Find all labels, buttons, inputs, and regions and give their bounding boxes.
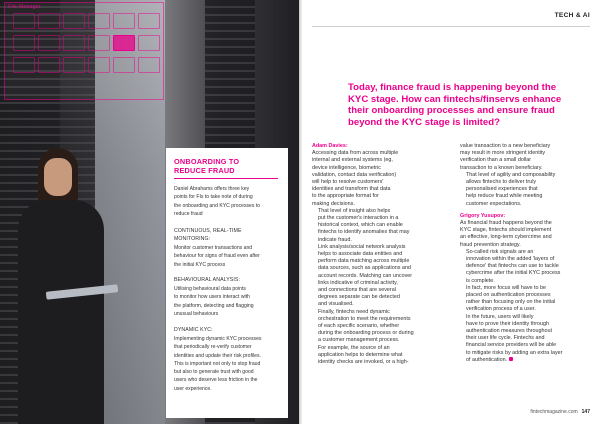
folder-icon: [38, 57, 60, 73]
text-line: device intelligence, biometric: [312, 164, 381, 171]
point-body: [174, 285, 282, 318]
paragraph: [312, 309, 440, 345]
text-line: users who deserve less friction in the: [174, 377, 258, 384]
text-line: historical context, which can enable: [318, 222, 403, 229]
text-line: Daniel Abrahams offers three key: [174, 186, 250, 192]
text-line: the onboarding and KYC processes to: [174, 202, 261, 209]
text-line: Finally, fintechs need dynamic: [318, 308, 390, 315]
text-line: [460, 357, 588, 364]
text-line: So-called risk signals are an: [466, 248, 534, 255]
sidebar-intro: [174, 185, 282, 218]
question-line: Today, finance fraud is happening beyond the: [348, 82, 557, 93]
text-line: financial service providers will be able: [466, 342, 557, 349]
text-line: is complete.: [466, 277, 495, 284]
folder-icon: [13, 57, 35, 73]
point-heading: [174, 227, 282, 244]
text-line: their user life cycle. Fintechs and: [466, 335, 545, 342]
text-line: application helps to determine what: [318, 351, 403, 358]
text-line: cybercrime after the initial KYC process: [466, 270, 561, 277]
text-line: innovation within the added 'layers of: [466, 256, 555, 263]
text-line: That level of insight also helps: [318, 207, 391, 214]
text-line: will help to resolve customers': [312, 179, 384, 186]
paragraph: [460, 213, 588, 249]
folder-icon: [138, 13, 160, 29]
folder-icon: [113, 57, 135, 73]
paragraph: [312, 208, 440, 244]
text-line: identity checks are invoked, or a high-: [318, 359, 409, 366]
text-line: unusual behaviours: [174, 310, 219, 317]
text-line: help reduce fraud while meeting: [466, 193, 543, 200]
text-line: to mitigate risks by adding an extra layer: [466, 349, 563, 356]
text-line: data sources, such as applications and: [318, 265, 411, 272]
paragraph: [460, 314, 588, 364]
text-line: have to prove their identity through: [466, 320, 550, 327]
point-body: [174, 244, 282, 269]
text-line: validation, contact data verification): [312, 171, 397, 178]
page-number: 147: [581, 409, 590, 415]
overlay-panel-title: File Manager: [8, 4, 41, 10]
text-line: In the future, users will likely: [466, 313, 534, 320]
text-line: fintechs to identify anomalies that may: [318, 229, 410, 236]
text-line: personalised experiences that: [466, 186, 538, 193]
speaker-name: Adam Davies:: [312, 143, 348, 149]
folder-icon: [138, 35, 160, 51]
text-line: indicate fraud.: [318, 236, 352, 243]
footer-site: fintechmagazine.com: [530, 409, 578, 415]
text-line: defence' that fintechs can use to tackle: [466, 263, 559, 270]
text-line: customer expectations.: [466, 200, 522, 207]
sidebar-divider: [174, 178, 278, 179]
folder-icon: [63, 57, 85, 73]
text-line: orchestration to meet the requirements: [318, 315, 411, 322]
text-line: identities and transform that data: [312, 186, 391, 193]
body-column-left: [312, 143, 440, 366]
text-line: Accessing data from across multiple: [312, 150, 399, 157]
text-line: In fact, more focus will have to be: [466, 284, 546, 291]
folder-icon: [63, 13, 85, 29]
text-line: user experience.: [174, 385, 212, 392]
text-line: That level of agility and composability: [466, 171, 556, 178]
folder-icon: [88, 57, 110, 73]
text-line: perform data matching across multiple: [318, 258, 410, 265]
body-column-right: [460, 143, 588, 364]
overlay-folder-grid: [13, 13, 163, 73]
text-line: As financial fraud happens beyond the: [460, 220, 552, 227]
text-line: the platform, detecting and flagging: [174, 302, 254, 309]
text-line: and visualised.: [318, 301, 354, 308]
folder-icon: [63, 35, 85, 51]
point-heading: [174, 326, 282, 334]
text-line: to monitor how users interact with: [174, 294, 250, 301]
text-line: value transaction to a new beneficiary: [460, 143, 551, 149]
text-line: KYC stage, fintechs should implement: [460, 227, 552, 234]
paragraph: [460, 143, 588, 172]
text-line: the initial KYC process: [174, 261, 226, 268]
sidebar-title: [174, 157, 282, 175]
text-line: helps to associate data entities and: [318, 251, 403, 258]
text-line: behaviour for signs of fraud even after: [174, 253, 260, 260]
paragraph: [460, 172, 588, 208]
sidebar-title-line: REDUCE FRAUD: [174, 166, 235, 175]
photo-subject: [10, 148, 130, 424]
text-line: and connections that are several: [318, 287, 396, 294]
text-line: Monitor customer transactions and: [174, 245, 253, 251]
sidebar-title-line: ONBOARDING TO: [174, 157, 240, 166]
face-shape: [44, 158, 72, 196]
body-shape: [18, 200, 104, 424]
text-line: BEHAVIOURAL ANALYSIS:: [174, 277, 241, 283]
text-line: fraud prevention strategy.: [460, 241, 521, 248]
text-line: points for FIs to take note of during: [174, 194, 253, 201]
text-line: transaction to a known beneficiary.: [460, 164, 543, 171]
paragraph: [460, 249, 588, 285]
text-line: MONITORING:: [174, 236, 211, 243]
folder-icon: [13, 35, 35, 51]
text-line: allows fintechs to deliver truly: [466, 179, 537, 186]
text-line: links indicative of criminal activity,: [318, 279, 398, 286]
text-line: reduce fraud: [174, 210, 203, 217]
text-line: For example, the source of an: [318, 344, 390, 351]
speaker-name: Grigory Yusupov:: [460, 212, 506, 219]
question-line: KYC stage. How can fintechs/finservs enhance: [348, 93, 562, 105]
paragraph: [460, 285, 588, 314]
text-line: of each specific scenario, whether: [318, 323, 400, 330]
question-line: their onboarding processes and ensure fraud: [348, 105, 555, 117]
text-fragment: of authentication.: [466, 356, 508, 363]
text-line: that periodically re-verify customer: [174, 344, 252, 351]
text-line: but also to generate trust with good: [174, 369, 254, 376]
text-line: account records. Matching can uncover: [318, 272, 413, 279]
section-divider: [312, 26, 590, 27]
paragraph: [312, 345, 440, 367]
interview-question: [348, 82, 592, 128]
folder-icon: [138, 57, 160, 73]
page-footer: [530, 409, 590, 415]
folder-icon-highlighted: [113, 35, 135, 51]
paragraph: [312, 244, 440, 309]
text-line: making decisions.: [312, 200, 355, 207]
text-line: verification than a small dollar: [460, 157, 532, 164]
point-body: [174, 335, 282, 393]
text-line: Utilising behavioural data points: [174, 286, 246, 292]
left-page: [0, 0, 299, 424]
point-heading: [174, 276, 282, 284]
folder-icon: [13, 13, 35, 29]
text-line: DYNAMIC KYC:: [174, 327, 213, 333]
text-line: an effective, long-term cybercrime and: [460, 234, 552, 241]
text-line: degrees separate can be detected: [318, 294, 400, 301]
end-mark-icon: [509, 357, 513, 361]
text-line: Link analysis/social network analysis: [318, 243, 406, 250]
text-line: authentication measures throughout: [466, 328, 553, 335]
text-line: may result in more stringent identity: [460, 150, 546, 157]
text-line: put the customer's interaction in a: [318, 215, 399, 222]
paragraph: [312, 143, 440, 208]
folder-icon: [88, 13, 110, 29]
question-line: beyond the KYC stage is limited?: [348, 116, 500, 128]
text-line: to the appropriate format for: [312, 193, 379, 200]
folder-icon: [88, 35, 110, 51]
folder-icon: [38, 35, 60, 51]
text-line: a customer management process.: [318, 337, 400, 344]
section-tag: TECH & AI: [554, 12, 590, 19]
text-line: placed on authentication processes: [466, 292, 551, 299]
text-line: rather than focusing only on the initial: [466, 299, 556, 306]
text-line: during the onboarding process or during: [318, 330, 414, 337]
right-page: [302, 0, 600, 424]
text-line: CONTINUOUS, REAL-TIME: [174, 228, 242, 234]
text-line: identities and update their risk profiles.: [174, 352, 261, 359]
sidebar-box: [166, 148, 288, 418]
text-line: Implementing dynamic KYC processes: [174, 336, 262, 342]
overlay-file-manager-panel: [4, 2, 164, 100]
folder-icon: [38, 13, 60, 29]
text-line: This is important not only to stop fraud: [174, 360, 261, 367]
text-line: internal and external systems (eg,: [312, 157, 393, 164]
folder-icon: [113, 13, 135, 29]
text-line: verification process of a user.: [466, 306, 536, 313]
